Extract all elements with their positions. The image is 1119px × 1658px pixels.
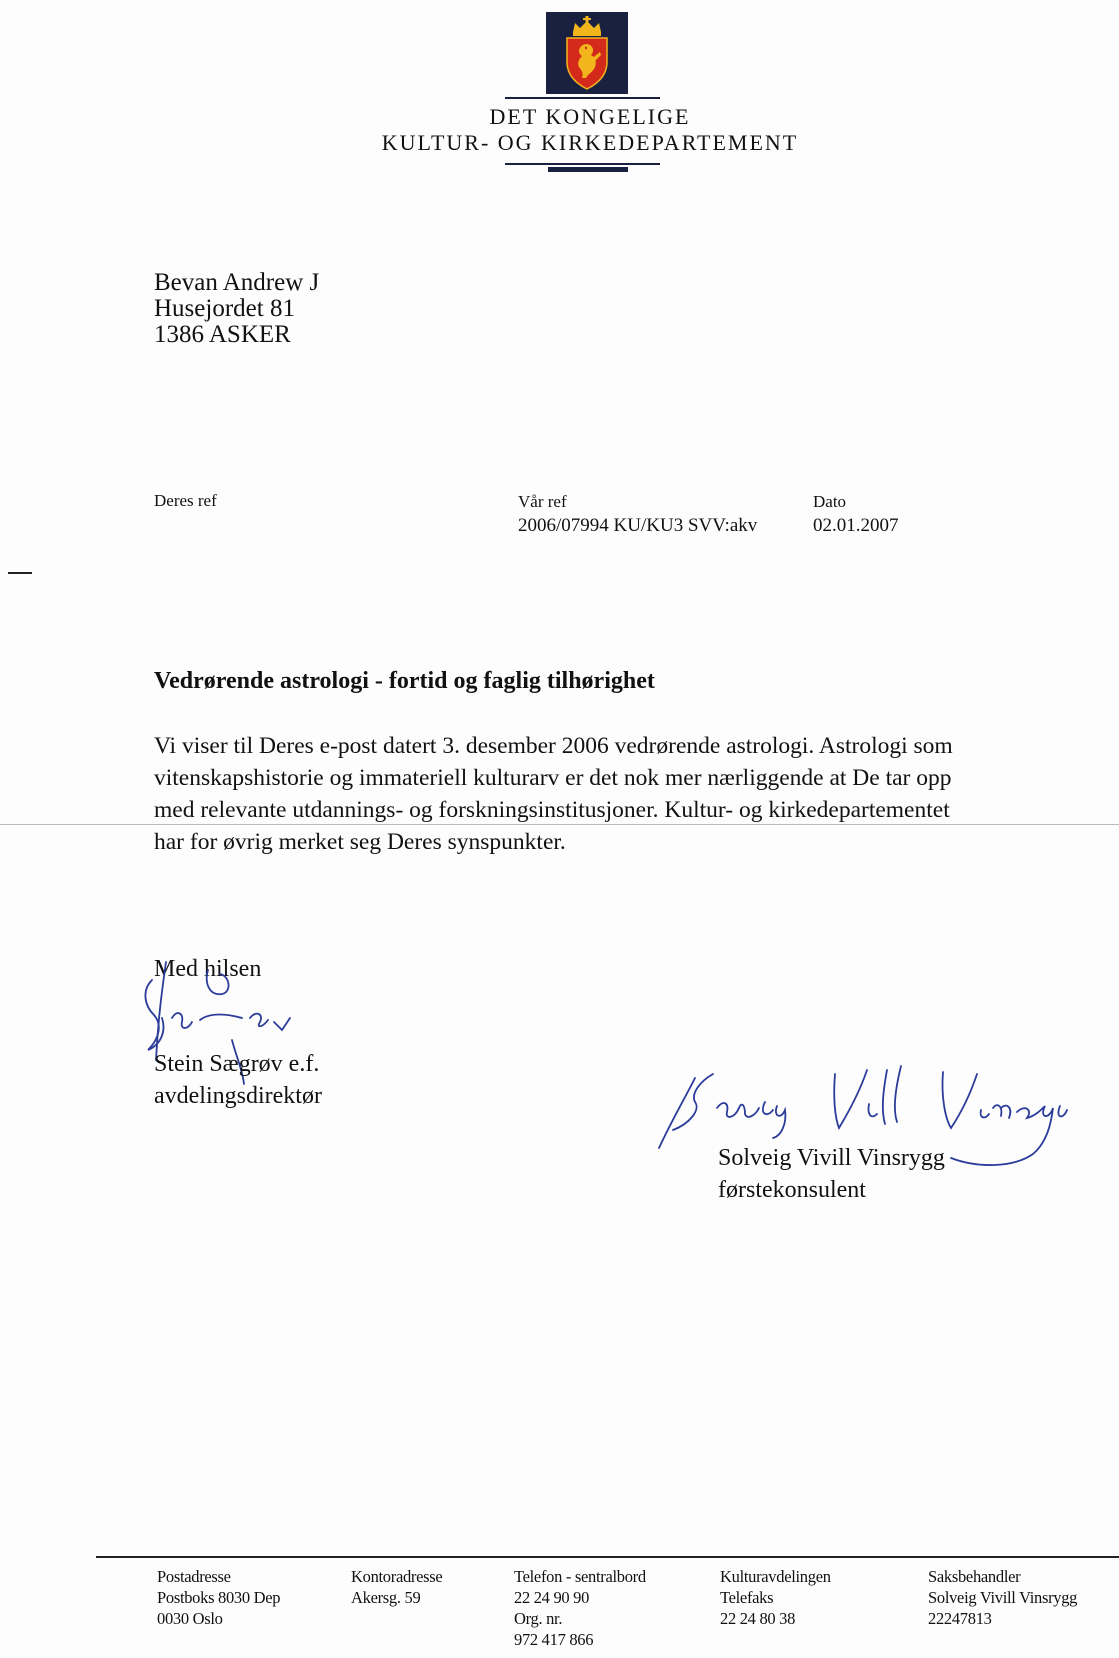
footer-line: Solveig Vivill Vinsrygg bbox=[928, 1588, 1078, 1607]
signer-stein bbox=[154, 1048, 322, 1112]
body-line: vitenskapshistorie og immateriell kulturarv er det nok mer nærliggende at De tar opp bbox=[154, 765, 952, 791]
footer-kulturavdelingen bbox=[720, 1566, 831, 1629]
footer-line: 22 24 80 38 bbox=[720, 1609, 796, 1628]
footer-line: 22 24 90 90 bbox=[514, 1588, 590, 1607]
footer-heading: Kulturavdelingen bbox=[720, 1567, 831, 1586]
footer-kontoradresse bbox=[351, 1566, 442, 1608]
footer-saksbehandler bbox=[928, 1566, 1077, 1629]
body-line: har for øvrig merket seg Deres synspunkter. bbox=[154, 829, 566, 855]
footer-line: 972 417 866 bbox=[514, 1630, 594, 1649]
letter-subject: Vedrørende astrologi - fortid og faglig tilhørighet bbox=[154, 668, 655, 694]
signer-stein-name: Stein Sægrøv e.f. bbox=[154, 1051, 320, 1077]
body-line: Vi viser til Deres e-post datert 3. desember 2006 vedrørende astrologi. Astrologi som bbox=[154, 733, 953, 759]
dato-value: 02.01.2007 bbox=[813, 515, 899, 536]
footer-rule bbox=[96, 1556, 1119, 1558]
department-name bbox=[300, 104, 880, 156]
closing-greeting: Med hilsen bbox=[154, 956, 262, 982]
body-line: med relevante utdannings- og forskningsinstitusjoner. Kultur- og kirkedepartementet bbox=[154, 797, 950, 823]
letterhead-rule-bottom bbox=[505, 163, 660, 165]
footer-heading: Telefon - sentralbord bbox=[514, 1567, 646, 1586]
fold-mark bbox=[8, 572, 32, 574]
footer-line: 22247813 bbox=[928, 1609, 992, 1628]
footer-line: 0030 Oslo bbox=[157, 1609, 223, 1628]
recipient-name: Bevan Andrew J bbox=[154, 269, 320, 296]
signer-solveig bbox=[718, 1142, 945, 1206]
var-ref-value: 2006/07994 KU/KU3 SVV:akv bbox=[518, 515, 758, 536]
footer-heading: Saksbehandler bbox=[928, 1567, 1021, 1586]
letter-body bbox=[154, 730, 1094, 858]
footer-heading: Postadresse bbox=[157, 1567, 231, 1586]
signer-stein-title: avdelingsdirektør bbox=[154, 1083, 322, 1109]
department-name-line2: KULTUR- OG KIRKEDEPARTEMENT bbox=[381, 130, 799, 155]
footer-telefon bbox=[514, 1566, 646, 1650]
letterhead-rule-top bbox=[505, 97, 660, 99]
recipient-street: Husejordet 81 bbox=[154, 295, 295, 322]
footer-line: Akersg. 59 bbox=[351, 1588, 421, 1607]
deres-ref-label: Deres ref bbox=[154, 491, 217, 510]
signer-solveig-title: førstekonsulent bbox=[718, 1177, 866, 1203]
signer-solveig-name: Solveig Vivill Vinsrygg bbox=[718, 1145, 945, 1171]
norwegian-coat-of-arms-icon bbox=[546, 12, 628, 94]
letterhead-bar bbox=[548, 167, 628, 172]
recipient-address bbox=[154, 270, 319, 348]
department-name-line1: DET KONGELIGE bbox=[489, 104, 691, 129]
footer-line: Telefaks bbox=[720, 1588, 774, 1607]
footer-postadresse bbox=[157, 1566, 280, 1629]
dato-label: Dato bbox=[813, 492, 847, 511]
footer-line: Org. nr. bbox=[514, 1609, 563, 1628]
coat-of-arms-emblem bbox=[546, 12, 628, 94]
footer-line: Postboks 8030 Dep bbox=[157, 1588, 281, 1607]
recipient-postal: 1386 ASKER bbox=[154, 321, 291, 348]
footer-heading: Kontoradresse bbox=[351, 1567, 443, 1586]
var-ref-label: Vår ref bbox=[518, 492, 567, 511]
